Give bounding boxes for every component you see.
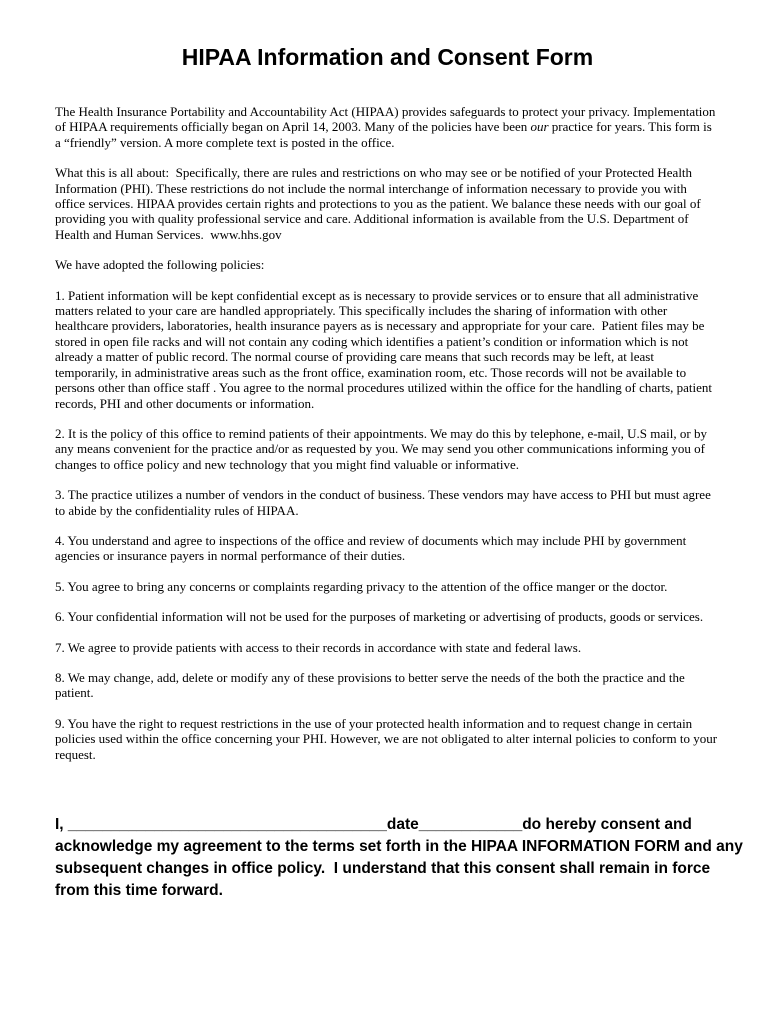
policy-item-3: 3. The practice utilizes a number of vendors in the conduct of business. These vendors may have access to PHI but must agree to abide by the confidentiality rules of HIPAA. bbox=[55, 487, 715, 518]
consent-line-2: acknowledge my agreement to the terms set forth in the HIPAA INFORMATION FORM and any bbox=[55, 838, 743, 855]
date-label: date bbox=[386, 816, 419, 833]
policy-item-6: 6. Your confidential information will not be used for the purposes of marketing or advertising of products, goods or services. bbox=[55, 609, 704, 625]
consent-section bbox=[55, 814, 743, 902]
policy-item-1: 1. Patient information will be kept confidential except as is necessary to provide services or to ensure that all administrative matters related to your care are handled appropriately. This specifically includes the sharing of information with other healthcare providers, laboratories, health insurance payers as is necessary and appropriate for your care. Patient files may be stored in open file racks and will not contain any coding which identifies a patient’s condition or information which is not already a matter of public record. The normal course of providing care means that such records may be left, at least temporarily, in administrative areas such as the front office, examination room, etc. Those records will not be available to persons other than office staff . You agree to the normal procedures utilized within the office for the handling of charts, patient records, PHI and other documents or information. bbox=[55, 287, 716, 411]
policy-item-4: 4. You understand and agree to inspections of the office and review of documents which may include PHI by government agencies or insurance payers in normal performance of their duties. bbox=[55, 532, 690, 564]
date-blank-field[interactable]: ____________ bbox=[418, 816, 523, 833]
intro-text-before: The Health Insurance Portability and Accountability Act (HIPAA) provides safeguards to protect your privacy. Implementation of HIPAA requirements officially began on April 14, 2003. Many of the policies have been bbox=[55, 104, 719, 135]
policies-list bbox=[55, 288, 720, 762]
intro-text-after: practice for years. This form is a “friendly” version. A more complete text is posted in the office. bbox=[55, 119, 716, 150]
consent-line-3: subsequent changes in office policy. I understand that this consent shall remain in force bbox=[55, 860, 711, 877]
intro-paragraph bbox=[55, 104, 720, 150]
policy-item-9: 9. You have the right to request restrictions in the use of your protected health information and to request change in certain policies used within the office concerning your PHI. However, we are not obligated to alter internal policies to conform to your request. bbox=[55, 715, 721, 762]
about-paragraph: What this is all about: Specifically, there are rules and restrictions on who may see or be notified of your Protected Health Information (PHI). These restrictions do not include the normal interchange of information necessary to provide you with office services. HIPAA provides certain rights and protections to you as the patient. We balance these needs with our goal of providing you with quality professional service and care. Additional information is available from the U.S. Department of Health and Human Services. www.hhs.gov bbox=[55, 165, 704, 242]
consent-line-4: from this time forward. bbox=[55, 882, 223, 899]
policy-item-5: 5. You agree to bring any concerns or complaints regarding privacy to the attention of the office manger or the doctor. bbox=[55, 578, 668, 594]
consent-line-1 bbox=[55, 814, 720, 836]
intro-text-italic: our bbox=[530, 119, 549, 135]
consent-line1-suffix: do hereby consent and bbox=[522, 816, 692, 833]
policy-item-7: 7. We agree to provide patients with access to their records in accordance with state and federal laws. bbox=[55, 639, 582, 655]
consent-prefix: I, bbox=[55, 816, 68, 833]
policy-item-8: 8. We may change, add, delete or modify any of these provisions to better serve the needs of the both the practice and the patient. bbox=[55, 669, 688, 701]
policies-intro: We have adopted the following policies: bbox=[55, 257, 265, 273]
policy-item-2: 2. It is the policy of this office to remind patients of their appointments. We may do this by telephone, e-mail, U.S mail, or by any means convenient for the practice and/or as requested by you. We may send you other communications informing you of changes to office policy and new technology that you might find valuable or informative. bbox=[55, 425, 711, 472]
name-blank-field[interactable]: _____________________________________ bbox=[67, 816, 387, 833]
page-title: HIPAA Information and Consent Form bbox=[181, 44, 594, 70]
document-content bbox=[55, 44, 743, 902]
